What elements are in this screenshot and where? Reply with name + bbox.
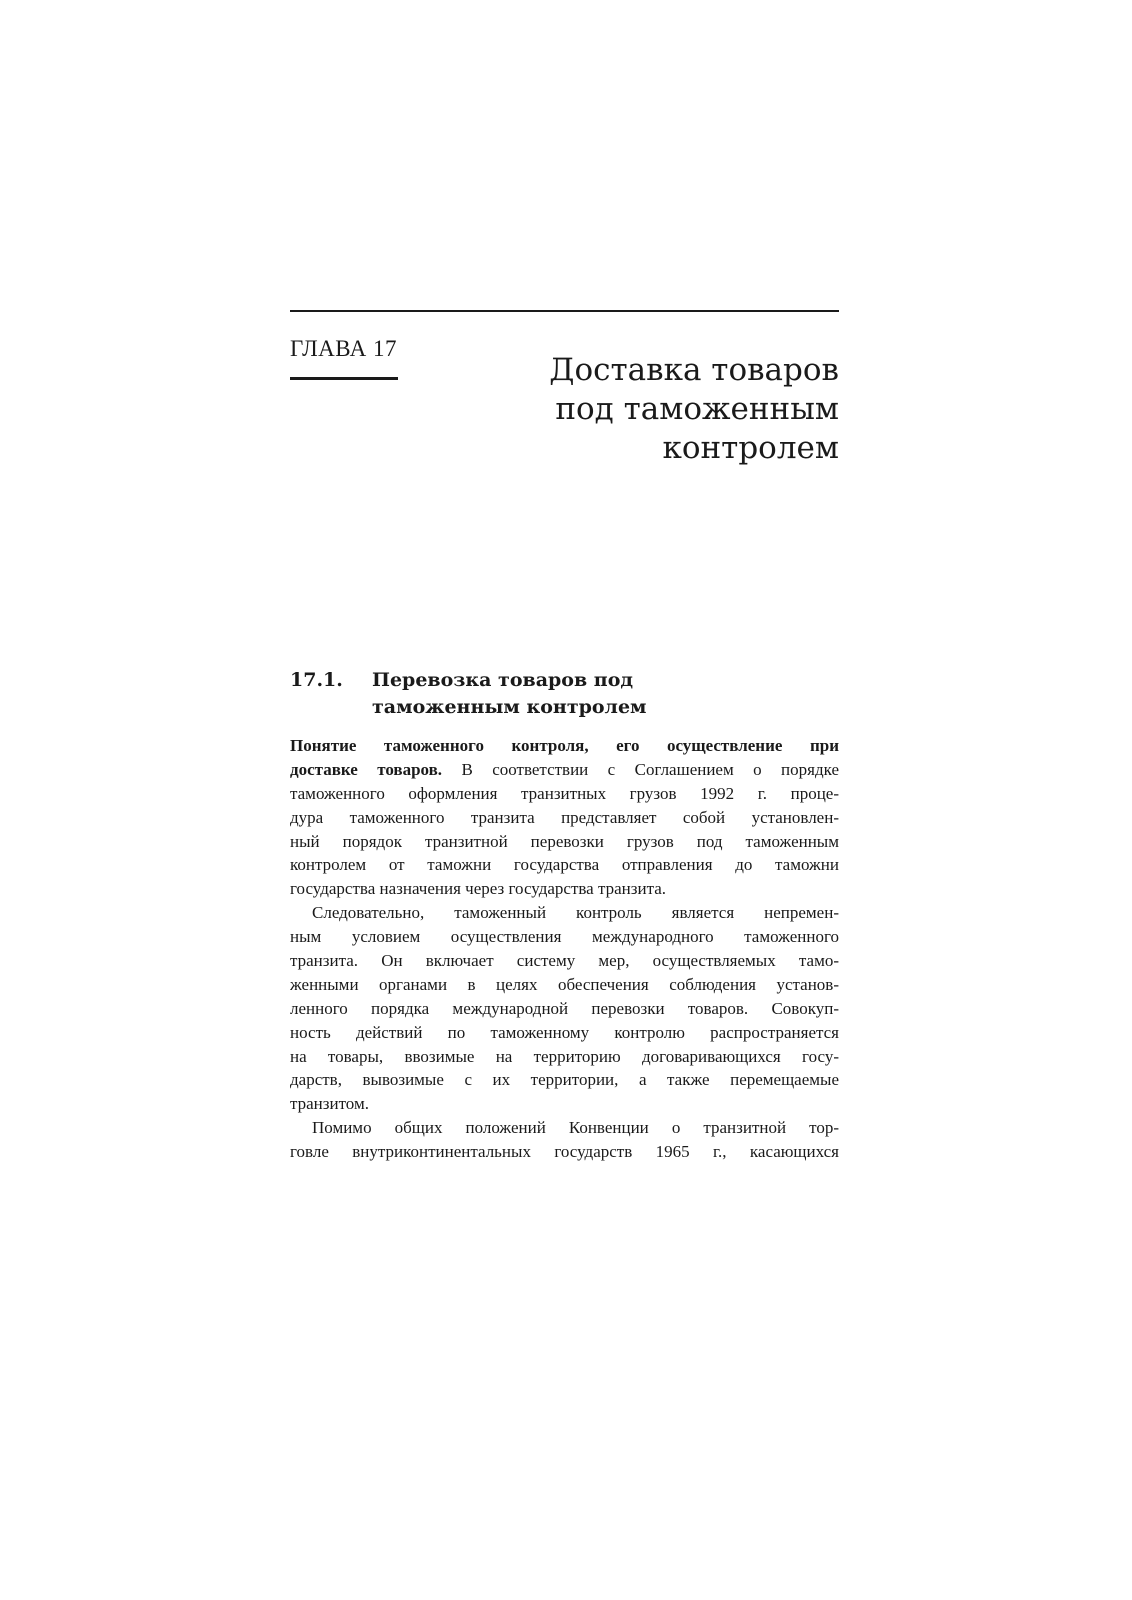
section-title-line: Перевозка товаров под: [372, 669, 634, 691]
text-line: ленного порядка международной перевозки товаров. Совокуп-: [290, 998, 839, 1018]
text-line: Понятие таможенного контроля, его осуществление при: [290, 736, 839, 755]
top-rule: [290, 310, 839, 312]
bold-lead: доставке товаров.: [290, 759, 443, 779]
section-number: 17.1.: [290, 669, 343, 691]
chapter-underline: [290, 377, 398, 380]
text-line: говле внутриконтинентальных государств 1965 г., касающихся: [290, 1142, 839, 1162]
text-line: женными органами в целях обеспечения соблюдения установ-: [290, 974, 839, 994]
section-title-line: таможенным контролем: [372, 696, 647, 718]
text-line: [290, 758, 839, 782]
text-line: на товары, ввозимые на территорию договаривающихся госу-: [290, 1046, 839, 1066]
text-line: Следовательно, таможенный контроль является непремен-: [312, 903, 839, 923]
chapter-title-line: контролем: [662, 430, 839, 466]
text-line: транзита. Он включает систему мер, осуществляемых тамо-: [290, 951, 839, 971]
chapter-label: ГЛАВА 17: [290, 336, 398, 361]
text-line: ность действий по таможенному контролю распространяется: [290, 1022, 839, 1042]
text-line: Помимо общих положений Конвенции о транзитной тор-: [312, 1118, 839, 1138]
section-heading: [290, 667, 790, 721]
chapter-title-line: под таможенным: [555, 391, 839, 427]
text-line: дарств, вывозимые с их территории, а также перемещаемые: [290, 1070, 839, 1090]
chapter-title-line: Доставка товаров: [549, 352, 839, 388]
text-line: ный порядок транзитной перевозки грузов под таможенным: [290, 831, 839, 851]
chapter-title: [419, 351, 839, 468]
text-run: В соответствии с Соглашением о порядке: [442, 759, 839, 779]
text-line: контролем от таможни государства отправления до таможни: [290, 855, 839, 875]
text-line: таможенного оформления транзитных грузов 1992 г. проце-: [290, 783, 839, 803]
body-text: [290, 734, 839, 1164]
text-line: ным условием осуществления международного таможенного: [290, 927, 839, 947]
text-line: государства назначения через государства транзита.: [290, 879, 667, 899]
text-line: дура таможенного транзита представляет собой установлен-: [290, 807, 839, 827]
text-line: транзитом.: [290, 1094, 369, 1114]
